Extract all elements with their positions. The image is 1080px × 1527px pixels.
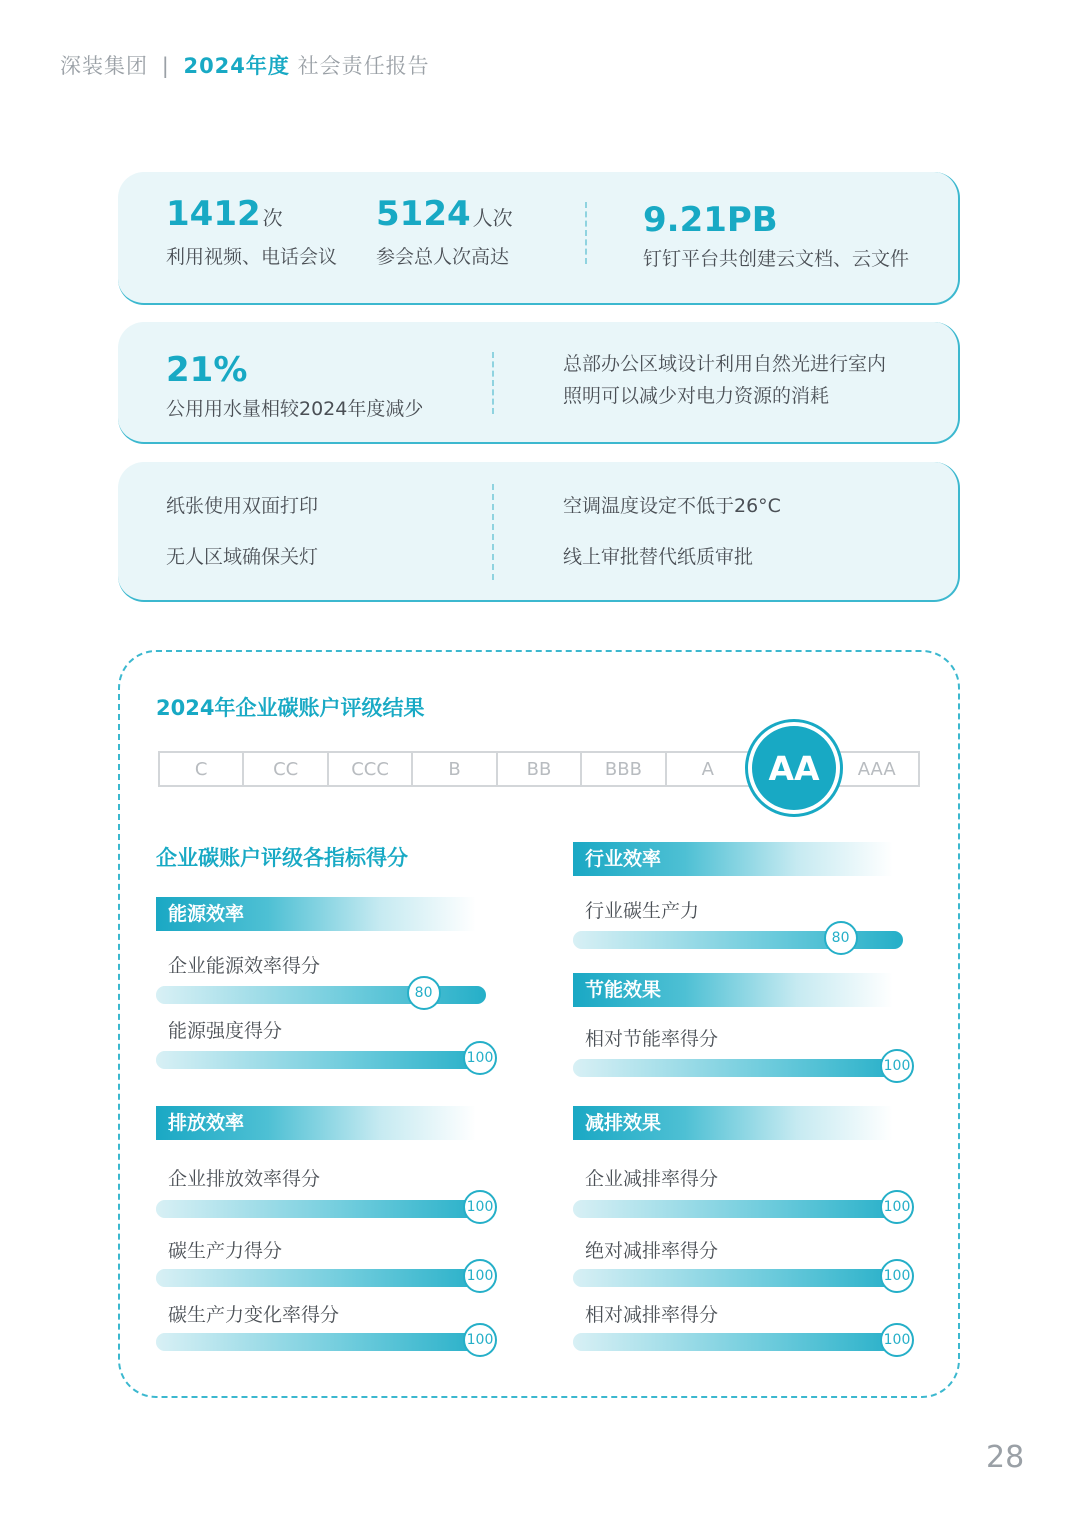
score-label: 相对节能率得分	[585, 1028, 719, 1050]
rating-grade: AAA	[857, 758, 896, 780]
header-separator: |	[161, 54, 170, 78]
score-label: 绝对减排率得分	[585, 1240, 719, 1262]
score-knob: 100	[463, 1190, 497, 1224]
current-rating-badge: AA	[748, 722, 840, 814]
score-knob: 100	[463, 1259, 497, 1293]
score-bar	[156, 1050, 494, 1069]
score-fill	[573, 1269, 903, 1287]
rating-grade: A	[667, 753, 751, 785]
header-org: 深装集团	[60, 54, 148, 78]
lighting-text-line2: 照明可以减少对电力资源的消耗	[563, 385, 830, 407]
stat-caption: 参会总人次高达	[376, 246, 510, 268]
score-knob: 100	[880, 1190, 914, 1224]
stat-attendees	[376, 194, 513, 269]
stat-caption: 钉钉平台共创建云文档、云文件	[643, 248, 910, 270]
score-bar	[573, 1332, 911, 1351]
stat-unit: 次	[262, 206, 283, 230]
score-fill	[156, 1333, 486, 1351]
divider	[492, 352, 494, 414]
stat-unit: 人次	[472, 206, 513, 230]
score-bar	[156, 1199, 494, 1218]
score-knob: 80	[407, 976, 441, 1010]
stat-water	[166, 350, 423, 421]
lighting-text-line1: 总部办公区域设计利用自然光进行室内	[563, 353, 887, 375]
rating-grade: C	[160, 753, 244, 785]
score-fill	[156, 1269, 486, 1287]
rating-grade: BBB	[582, 753, 666, 785]
rating-title: 2024年企业碳账户评级结果	[156, 696, 425, 720]
score-knob: 100	[880, 1049, 914, 1083]
divider	[585, 202, 587, 264]
stats-card-water	[118, 322, 960, 444]
stat-value: 9.21PB	[643, 200, 778, 240]
score-fill	[156, 1051, 486, 1069]
score-bar	[156, 1332, 494, 1351]
scores-title: 企业碳账户评级各指标得分	[156, 846, 408, 870]
score-knob: 80	[824, 921, 858, 955]
score-label: 相对减排率得分	[585, 1304, 719, 1326]
score-bar	[156, 986, 486, 1004]
score-label: 碳生产力变化率得分	[168, 1304, 340, 1326]
score-label: 企业能源效率得分	[168, 955, 321, 977]
category-energy-saving: 节能效果	[573, 973, 893, 1007]
score-bar	[573, 1199, 911, 1218]
score-knob: 100	[880, 1259, 914, 1293]
rating-grade: CCC	[329, 753, 413, 785]
measures-card	[118, 462, 960, 602]
score-fill	[156, 1200, 486, 1218]
stat-value: 1412	[166, 194, 261, 234]
score-label: 能源强度得分	[168, 1020, 283, 1042]
stats-card-meetings	[118, 172, 960, 305]
stat-meetings	[166, 194, 337, 269]
measure-item: 线上审批替代纸质审批	[563, 546, 754, 568]
score-knob: 100	[463, 1323, 497, 1357]
category-industry-efficiency: 行业效率	[573, 842, 893, 876]
divider	[492, 484, 494, 580]
score-label: 企业排放效率得分	[168, 1168, 321, 1190]
rating-grade: CC	[244, 753, 328, 785]
measure-item: 空调温度设定不低于26°C	[563, 495, 781, 517]
header-title: 社会责任报告	[297, 54, 430, 78]
category-emission-efficiency: 排放效率	[156, 1106, 476, 1140]
score-fill	[573, 1333, 903, 1351]
stat-value: 21%	[166, 350, 248, 390]
category-emission-reduction: 减排效果	[573, 1106, 893, 1140]
rating-grade: B	[413, 753, 497, 785]
rating-grade: BB	[498, 753, 582, 785]
score-bar	[573, 931, 903, 949]
category-energy-efficiency: 能源效率	[156, 897, 476, 931]
header-year: 2024年度	[183, 54, 290, 78]
stat-caption: 公用用水量相较2024年度减少	[166, 398, 424, 420]
page-number: 28	[986, 1440, 1025, 1475]
report-header	[60, 50, 430, 80]
score-fill	[573, 1059, 903, 1077]
measure-item: 无人区域确保关灯	[166, 546, 319, 568]
score-bar	[573, 1268, 911, 1287]
stat-caption: 利用视频、电话会议	[166, 246, 338, 268]
score-knob: 100	[463, 1041, 497, 1075]
score-bar	[156, 1268, 494, 1287]
measure-item: 纸张使用双面打印	[166, 495, 319, 517]
score-label: 碳生产力得分	[168, 1240, 283, 1262]
stat-value: 5124	[376, 194, 471, 234]
score-knob: 100	[880, 1323, 914, 1357]
score-label: 企业减排率得分	[585, 1168, 719, 1190]
score-fill	[573, 1200, 903, 1218]
stat-cloud-files	[643, 200, 909, 271]
score-label: 行业碳生产力	[585, 900, 700, 922]
score-bar	[573, 1058, 911, 1077]
